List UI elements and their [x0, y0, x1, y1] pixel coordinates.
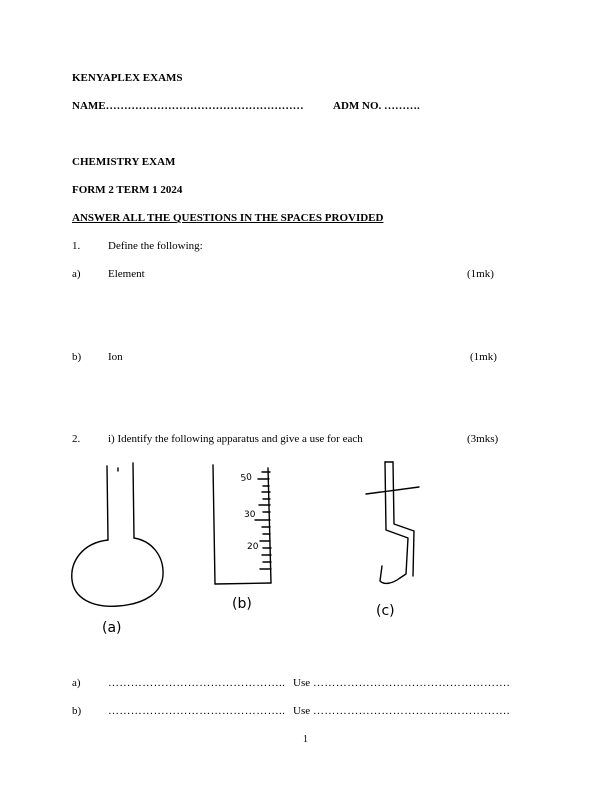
q1b-marks: (1mk)	[470, 351, 497, 363]
instructions: ANSWER ALL THE QUESTIONS IN THE SPACES PROVIDED	[72, 212, 384, 224]
round-bottom-flask-drawing	[72, 463, 163, 606]
q2a-use-label: Use	[293, 677, 311, 689]
q1-text: Define the following:	[108, 240, 203, 252]
q2b-answer-field[interactable]: ………………………………………..	[108, 705, 286, 717]
q1b-label: b)	[72, 351, 82, 363]
exam-term: FORM 2 TERM 1 2024	[72, 184, 183, 196]
figure-label-a: (a)	[102, 620, 122, 636]
q2a-label: a)	[72, 677, 81, 689]
school-name: KENYAPLEX EXAMS	[72, 72, 183, 84]
q2-text: i) Identify the following apparatus and give a use for each	[108, 433, 363, 445]
q2-marks: (3mks)	[467, 433, 499, 445]
q1a-text: Element	[108, 268, 145, 280]
q1a-label: a)	[72, 268, 81, 280]
figure-label-b: (b)	[232, 596, 252, 612]
q2-number: 2.	[72, 433, 81, 445]
adm-no-field[interactable]: ADM NO. ……….	[333, 100, 420, 112]
cylinder-mark-50: 50	[240, 472, 253, 484]
figure-label-c: (c)	[376, 603, 395, 619]
page-number: 1	[303, 734, 308, 745]
q1a-marks: (1mk)	[467, 268, 494, 280]
q2b-use-field[interactable]: …………………………………………….	[313, 705, 510, 717]
q2a-use-field[interactable]: …………………………………………….	[313, 677, 510, 689]
q2a-answer-field[interactable]: ………………………………………..	[108, 677, 286, 689]
cylinder-mark-20: 20	[247, 542, 259, 552]
deflagrating-spoon-drawing	[366, 462, 419, 583]
cylinder-mark-30: 30	[244, 510, 256, 520]
q1-number: 1.	[72, 240, 81, 252]
q2b-use-label: Use	[293, 705, 311, 717]
exam-subject: CHEMISTRY EXAM	[72, 156, 176, 168]
q2b-label: b)	[72, 705, 82, 717]
q1b-text: Ion	[108, 351, 123, 363]
name-field[interactable]: NAME………………………………………………	[72, 100, 304, 112]
